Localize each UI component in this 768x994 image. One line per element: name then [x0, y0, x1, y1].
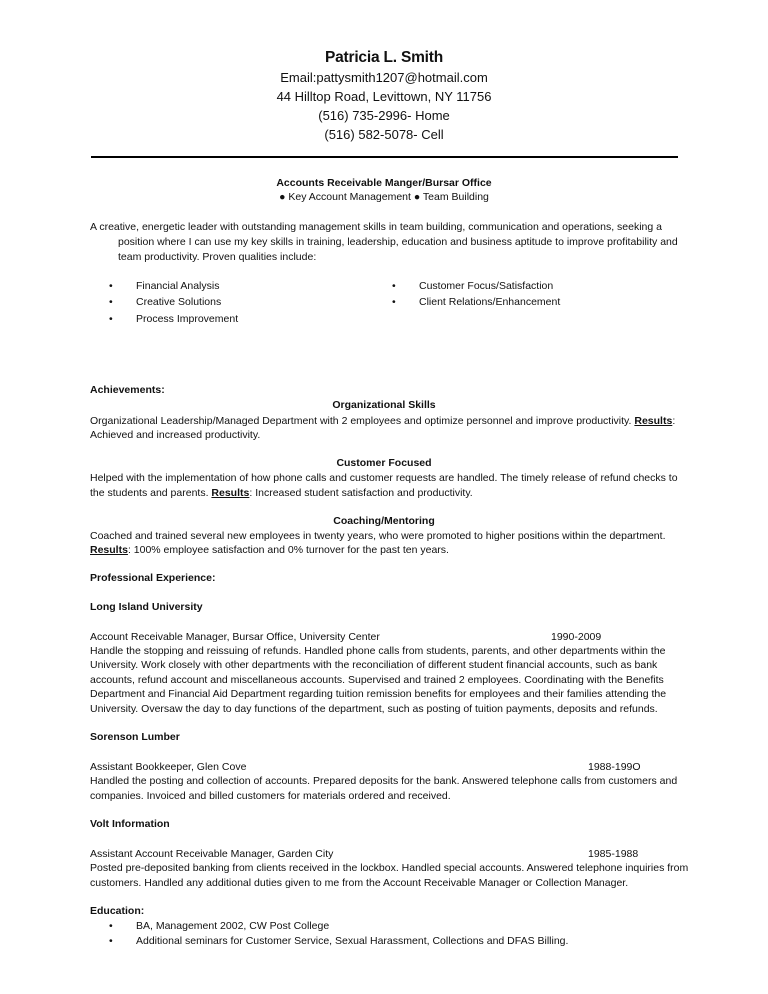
job-role: Account Receivable Manager, Bursar Office, University Center: [90, 631, 380, 643]
job-role: Assistant Account Receivable Manager, Garden City: [90, 848, 334, 860]
results-label: Results: [634, 415, 673, 427]
job-description-line: University. Work closely with other departments with the reconciliation of different student financial accounts, such as bank: [90, 659, 658, 671]
company-name: Volt Information: [90, 818, 170, 830]
job-description-line: University. Oversaw the day to day functions of the department, such as posting of tuition payments, deposits and refunds.: [90, 703, 658, 715]
job-dates: 1990-2009: [551, 631, 602, 643]
header-divider: [91, 156, 678, 158]
qualities-list-right: [392, 278, 652, 311]
resume-header: [0, 48, 768, 144]
coaching-text: Results: 100% employee satisfaction and 0% turnover for the past ten years.: [90, 544, 449, 556]
job-description-line: Handled the posting and collection of accounts. Prepared deposits for the bank. Answered telephone calls from customers and: [90, 775, 678, 787]
company-name: Sorenson Lumber: [90, 731, 180, 743]
candidate-name: Patricia L. Smith: [324, 49, 444, 66]
org-skills-title: Organizational Skills: [332, 399, 436, 411]
list-item: • Financial Analysis: [109, 278, 369, 294]
objective-subtitle: ● Key Account Management ● Team Building: [279, 191, 489, 203]
customer-focused-text: the students and parents. Results: Increased student satisfaction and productivity.: [90, 487, 473, 499]
objective-title: Accounts Receivable Manger/Bursar Office: [276, 177, 492, 189]
summary-line: team productivity. Proven qualities include:: [118, 251, 317, 263]
achievements-heading: Achievements:: [90, 384, 165, 396]
job-dates: 1988-199O: [588, 761, 641, 773]
cell-phone: (516) 582-5078- Cell: [324, 127, 444, 142]
job-description-line: companies. Invoiced and billed customers for materials ordered and received.: [90, 790, 451, 802]
education-list: [109, 919, 689, 949]
company-name: Long Island University: [90, 601, 203, 613]
results-label: Results: [211, 487, 250, 499]
job-description-line: Department and Financial Aid Department regarding tuition remission benefits for employees and their families attending the: [90, 688, 667, 700]
home-phone: (516) 735-2996- Home: [318, 108, 450, 123]
job-description-line: Posted pre-deposited banking from clients received in the lockbox. Handled special accounts. Answered telephone inquiries from: [90, 862, 689, 874]
list-item: • Client Relations/Enhancement: [392, 294, 652, 310]
address-line: 44 Hilltop Road, Levittown, NY 11756: [276, 89, 492, 104]
experience-heading: Professional Experience:: [90, 572, 216, 584]
summary-line: position where I can use my key skills in training, leadership, education and business aptitude to improve profitability and: [118, 236, 678, 248]
job-description-line: accounts, refund account and miscellaneous accounts. Supervised and trained 2 employees. Coordinating with the Benefits: [90, 674, 664, 686]
job-description-line: Handle the stopping and reissuing of refunds. Handled phone calls from students, parents, and other departments within the: [90, 645, 666, 657]
summary-line: A creative, energetic leader with outstanding management skills in team building, communication and operations, seeking a: [90, 221, 662, 233]
job-dates: 1985-1988: [588, 848, 639, 860]
qualities-list-left: [109, 278, 369, 327]
job-role: Assistant Bookkeeper, Glen Cove: [90, 761, 247, 773]
coaching-text: Coached and trained several new employees in twenty years, who were promoted to higher positions within the department.: [90, 530, 666, 542]
org-skills-text: Achieved and increased productivity.: [90, 429, 261, 441]
education-heading: Education:: [90, 905, 145, 917]
coaching-title: Coaching/Mentoring: [333, 515, 435, 527]
email-line: Email:pattysmith1207@hotmail.com: [280, 70, 488, 85]
list-item: • Process Improvement: [109, 311, 369, 327]
customer-focused-text: Helped with the implementation of how phone calls and customer requests are handled. The timely release of refund checks to: [90, 472, 678, 484]
job-description-line: customers. Handled any additional duties given to me from the Account Receivable Manager or Collection Manager.: [90, 877, 629, 889]
list-item: • Creative Solutions: [109, 294, 369, 310]
list-item: • Customer Focus/Satisfaction: [392, 278, 652, 294]
list-item: • Additional seminars for Customer Service, Sexual Harassment, Collections and DFAS Billing.: [109, 934, 689, 949]
list-item: • BA, Management 2002, CW Post College: [109, 919, 689, 934]
customer-focused-title: Customer Focused: [336, 457, 432, 469]
results-label: Results: [90, 544, 128, 556]
org-skills-text: Organizational Leadership/Managed Department with 2 employees and optimize personnel and improve productivity. Results:: [90, 415, 676, 427]
